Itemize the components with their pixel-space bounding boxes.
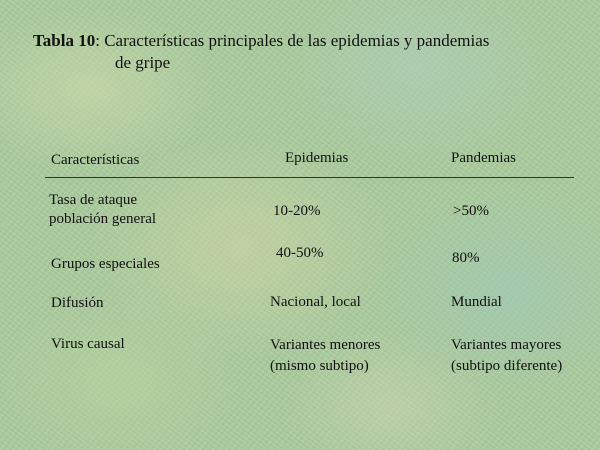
row-tasa-label-line2: población general [49,211,157,227]
row-tasa-label: Tasa de ataque [49,192,138,208]
row-difusion-pandemias: Mundial [451,294,502,310]
header-epidemias: Epidemias [285,150,349,166]
row-virus-pandemias-line2: (subtipo diferente) [451,358,563,374]
row-virus-epidemias-line2: (mismo subtipo) [270,358,369,374]
row-virus-epidemias: Variantes menores [270,337,381,353]
slide-title [33,30,593,74]
row-virus-pandemias: Variantes mayores [451,337,562,353]
row-grupos-label: Grupos especiales [51,256,160,272]
row-tasa-epidemias: 10-20% [273,203,321,219]
title-text-line2: de gripe [115,53,171,72]
row-difusion-epidemias: Nacional, local [270,294,361,310]
header-divider [45,177,574,178]
row-virus-label: Virus causal [51,336,125,352]
row-grupos-epidemias: 40-50% [276,245,324,261]
row-difusion-label: Difusión [51,295,104,311]
row-tasa-pandemias: >50% [453,203,489,219]
header-pandemias: Pandemias [451,150,516,166]
header-caracteristicas: Características [51,152,140,168]
table-number: Tabla 10 [33,31,96,50]
row-grupos-pandemias: 80% [452,250,480,266]
title-text: : Características principales de las epidemias y pandemias [95,31,490,50]
